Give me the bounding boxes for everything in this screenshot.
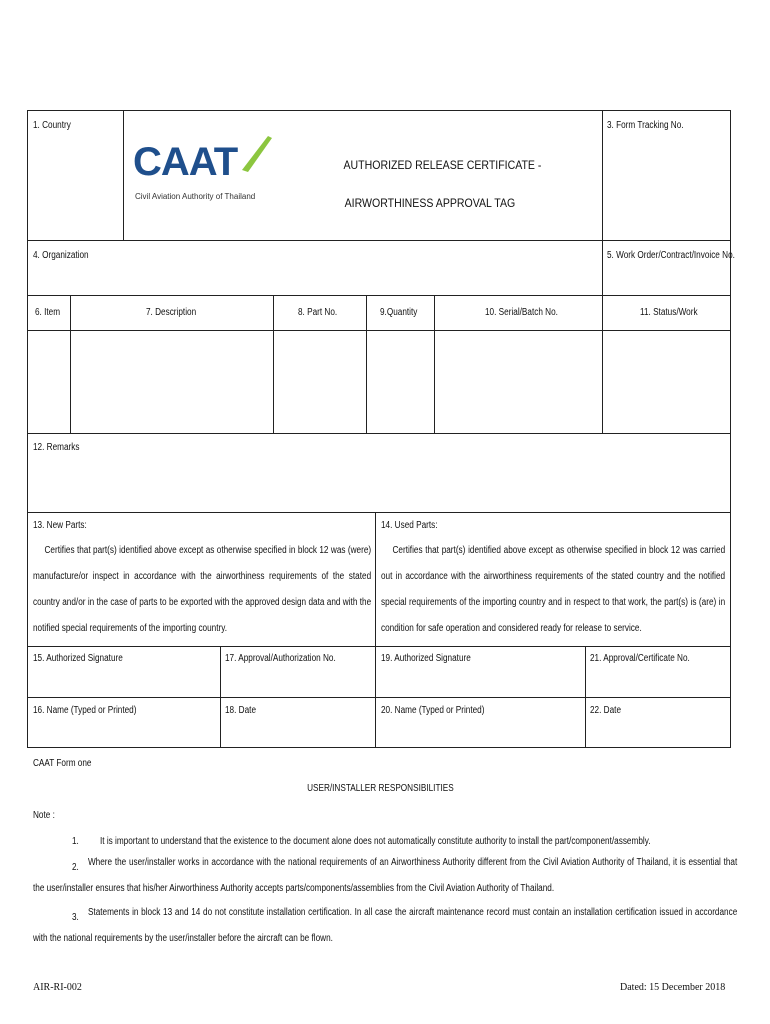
new-parts-text: Certifies that part(s) identified above except as otherwise specified in block 12 was (were) manufacture/or inspect in accordance with the airworthiness requirements of the stated country and/or in the case of parts to be exported with the approved design data and with the notified special requirements of the importing country. <box>33 545 372 634</box>
divider <box>375 512 376 748</box>
divider <box>27 512 731 513</box>
new-parts-label: 13. New Parts: <box>33 520 87 531</box>
date18-label: 18. Date <box>225 705 257 716</box>
name20-label: 20. Name (Typed or Printed) <box>381 705 485 716</box>
col-item: 6. Item <box>35 307 61 318</box>
divider <box>70 295 71 433</box>
divider <box>27 295 731 296</box>
item-1-text: It is important to understand that the existence to the document alone does not automatically constitute authority to install the part/component/assembly. <box>100 836 651 847</box>
cert21-label: 21. Approval/Certificate No. <box>590 653 690 664</box>
divider <box>27 330 731 331</box>
sig15-label: 15. Authorized Signature <box>33 653 123 664</box>
logo-swoosh-icon <box>238 134 274 174</box>
divider <box>585 646 586 748</box>
item-3-number: 3. <box>72 912 79 923</box>
dated: Dated: 15 December 2018 <box>620 982 726 993</box>
title-line-1: AUTHORIZED RELEASE CERTIFICATE - <box>343 158 542 172</box>
col-status: 11. Status/Work <box>640 307 698 318</box>
title-line-2: AIRWORTHINESS APPROVAL TAG <box>344 196 516 210</box>
divider <box>27 240 731 241</box>
col-part-no: 8. Part No. <box>298 307 338 318</box>
sig19-label: 19. Authorized Signature <box>381 653 471 664</box>
item-3-text: Statements in block 13 and 14 do not constitute installation certification. In all case the aircraft maintenance record must contain an installation certification issued in accordance with the national requirements by the user/installer before the aircraft can be flown. <box>33 907 738 944</box>
divider <box>602 240 603 295</box>
col-description: 7. Description <box>146 307 197 318</box>
item-1-number: 1. <box>72 836 79 847</box>
logo-subtitle: Civil Aviation Authority of Thailand <box>135 192 256 201</box>
used-parts-text: Certifies that part(s) identified above except as otherwise specified in block 12 was carried out in accordance with the airworthiness requirements of the stated country and the notified special requirements of the importing country and in respect to that work, the part(s) is (are) in condition for safe operation and considered ready for release to service. <box>381 545 726 634</box>
item-2-number: 2. <box>72 862 79 873</box>
divider <box>27 433 731 434</box>
work-order-label: 5. Work Order/Contract/Invoice No. <box>607 250 735 261</box>
name16-label: 16. Name (Typed or Printed) <box>33 705 137 716</box>
col-serial: 10. Serial/Batch No. <box>485 307 558 318</box>
divider <box>602 110 603 240</box>
logo-wordmark: CAAT <box>133 140 238 184</box>
remarks-label: 12. Remarks <box>33 442 80 453</box>
col-quantity: 9.Quantity <box>380 307 418 318</box>
caat-logo <box>133 140 273 210</box>
responsibilities-heading: USER/INSTALLER RESPONSIBILITIES <box>306 783 454 794</box>
item-2-text: Where the user/installer works in accordance with the national requirements of an Airworthiness Authority different from the Civil Aviation Authority of Thailand, it is essential that the user/installer ensures that his/her Airworthiness Authority accepts parts/components/assemblies from the Civil Aviation Authority of Thailand. <box>33 857 738 894</box>
divider <box>434 295 435 433</box>
form-name: CAAT Form one <box>33 758 92 769</box>
auth17-label: 17. Approval/Authorization No. <box>225 653 336 664</box>
divider <box>27 646 731 647</box>
organization-label: 4. Organization <box>33 250 89 261</box>
tracking-label: 3. Form Tracking No. <box>607 120 684 131</box>
divider <box>366 295 367 433</box>
divider <box>123 110 124 240</box>
divider <box>273 295 274 433</box>
used-parts-label: 14. Used Parts: <box>381 520 438 531</box>
divider <box>27 697 731 698</box>
note-label: Note : <box>33 810 55 821</box>
divider <box>220 646 221 748</box>
country-label: 1. Country <box>33 120 71 131</box>
date22-label: 22. Date <box>590 705 622 716</box>
doc-code: AIR-RI-002 <box>33 982 82 993</box>
divider <box>602 295 603 433</box>
